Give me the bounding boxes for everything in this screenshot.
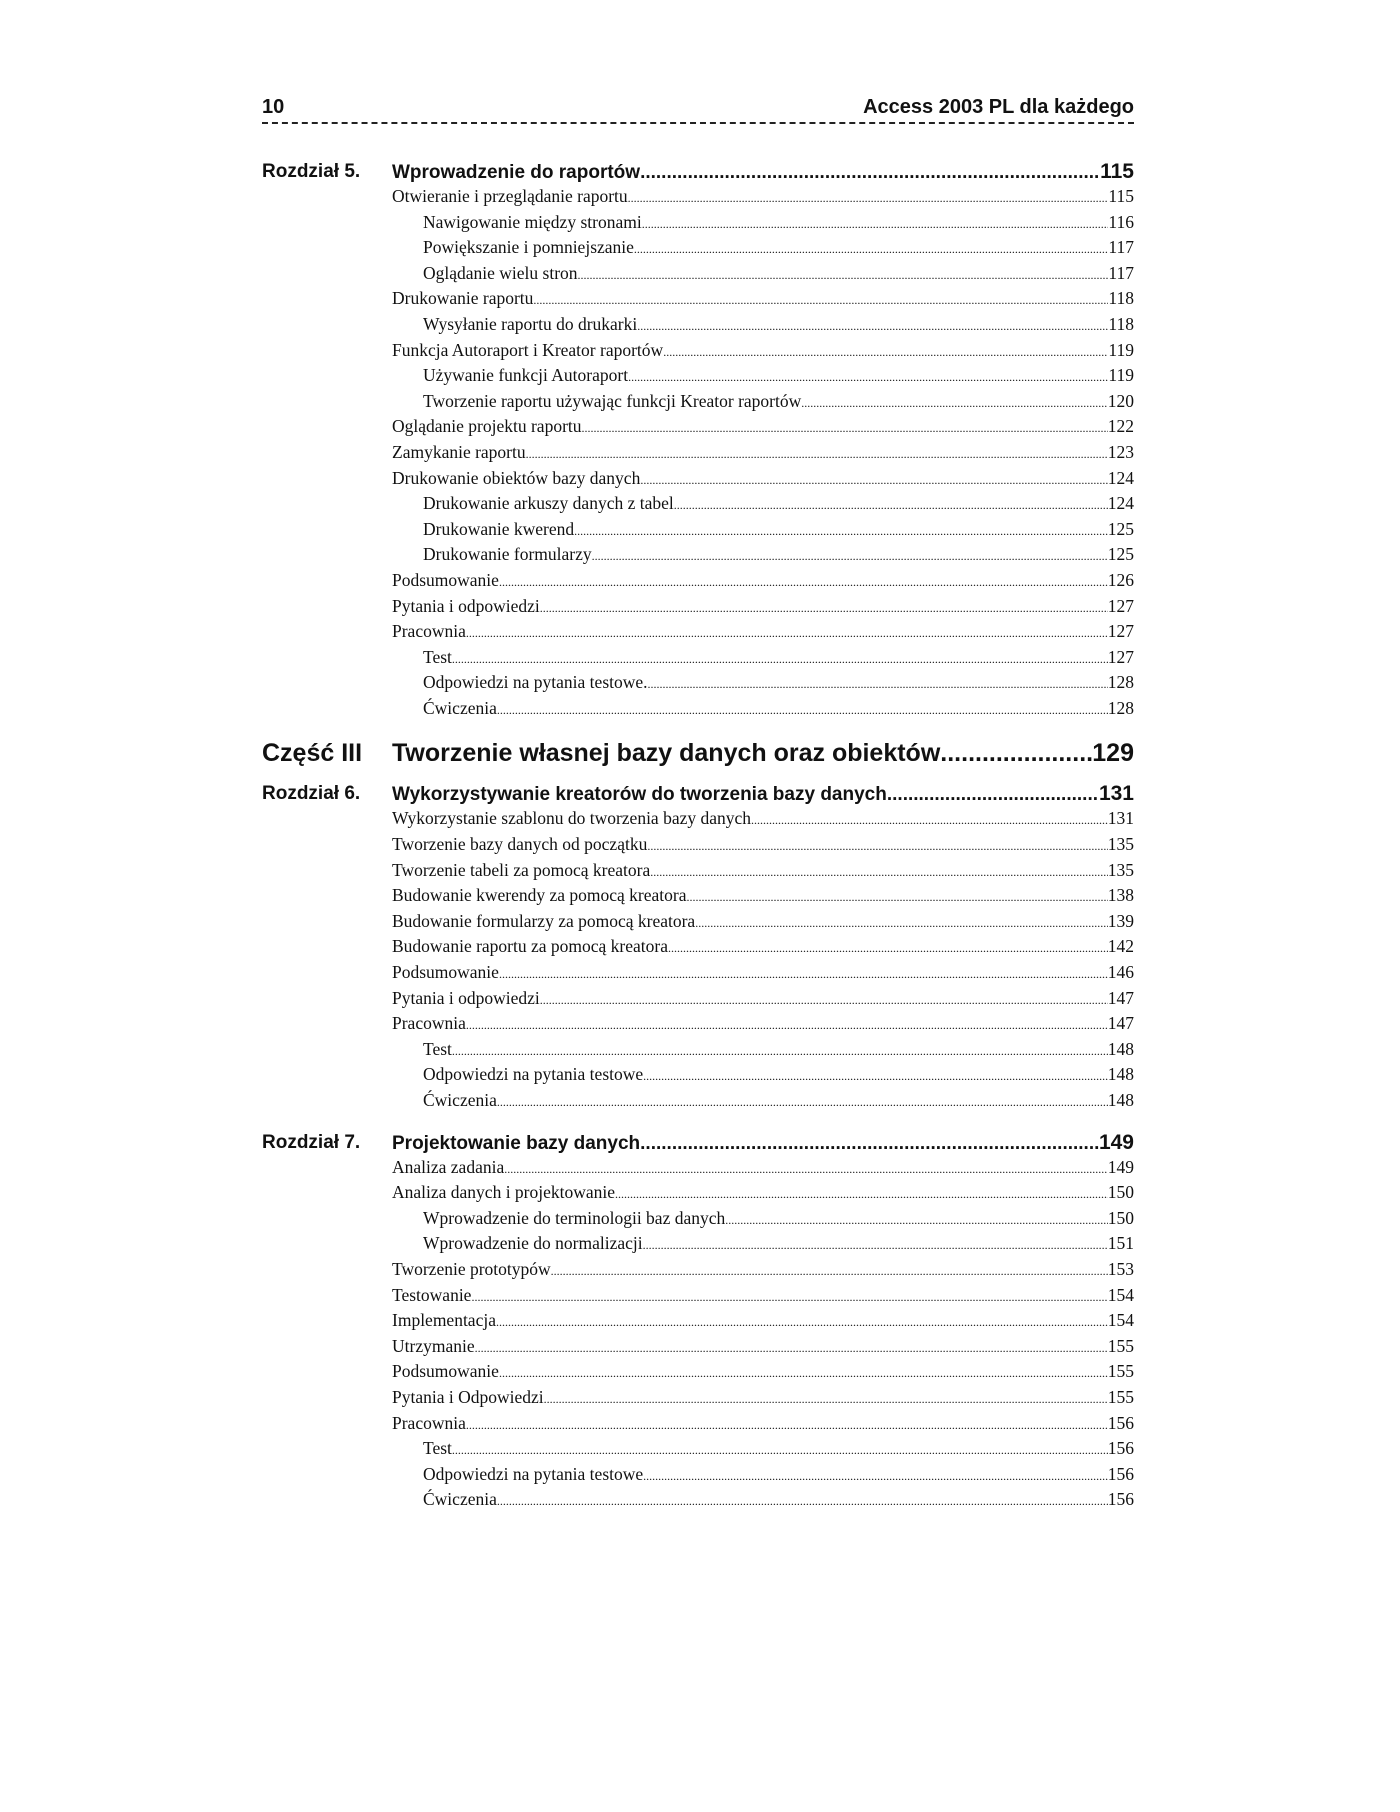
toc-subentry[interactable]: [392, 1038, 1134, 1064]
toc-subentry[interactable]: [392, 697, 1134, 723]
dot-leader: [628, 187, 1109, 211]
section-body: [392, 782, 1134, 1114]
toc-page: [262, 95, 1134, 1530]
page-ref: 127: [1107, 595, 1134, 616]
page-ref: 122: [1107, 416, 1134, 437]
toc-entry[interactable]: [392, 1258, 1134, 1284]
page-ref: 151: [1107, 1233, 1134, 1254]
page-ref: 155: [1107, 1335, 1134, 1356]
dot-leader: [582, 417, 1108, 441]
toc-entry[interactable]: [392, 910, 1134, 936]
entry-text: Drukowanie kwerend: [423, 518, 575, 539]
entry-text: Pytania i odpowiedzi: [392, 987, 540, 1008]
section-body: [392, 160, 1134, 722]
entry-text: Ćwiczenia: [423, 1090, 497, 1110]
page-ref: 115: [1108, 186, 1134, 206]
page-ref: 153: [1107, 1258, 1134, 1279]
toc-entry[interactable]: [392, 287, 1134, 313]
dot-leader: [751, 809, 1108, 833]
dot-leader: [634, 238, 1108, 262]
dot-leader: [648, 673, 1108, 697]
chapter-label: Rozdział 7.: [262, 1131, 361, 1153]
page-ref: 126: [1107, 569, 1134, 590]
toc-subentry[interactable]: [392, 313, 1134, 339]
toc-entry[interactable]: [392, 961, 1134, 987]
title-text: Wykorzystywanie kreatorów do tworzenia bazy danych: [392, 784, 887, 806]
page-ref: 154: [1107, 1284, 1134, 1305]
page-ref: 135: [1107, 859, 1134, 880]
dot-leader: [686, 886, 1107, 910]
dot-leader: [499, 571, 1108, 595]
page-ref: 155: [1107, 1386, 1134, 1407]
page-ref: 156: [1107, 1412, 1134, 1433]
toc-entry[interactable]: [392, 1386, 1134, 1412]
page-ref: 139: [1107, 910, 1134, 931]
page-ref: 154: [1107, 1310, 1134, 1331]
dot-leader: [466, 1414, 1108, 1438]
dot-leader: [643, 1465, 1108, 1489]
toc-entry[interactable]: [392, 415, 1134, 441]
toc-entry[interactable]: [392, 987, 1134, 1013]
entry-text: Oglądanie projektu raportu: [392, 416, 582, 437]
page-ref: 149: [1098, 1130, 1134, 1154]
page-ref: 147: [1107, 987, 1134, 1008]
toc-subentry[interactable]: [392, 1089, 1134, 1115]
dot-leader: [640, 1132, 1099, 1156]
dot-leader: [674, 494, 1108, 518]
chapter-title-row[interactable]: [392, 1131, 1134, 1156]
entry-text: Drukowanie arkuszy danych z tabel: [423, 493, 674, 514]
dot-leader: [801, 392, 1107, 416]
dot-leader: [533, 289, 1108, 313]
page-ref: 119: [1108, 339, 1134, 360]
part-title-row[interactable]: [392, 738, 1134, 768]
entry-text: Pytania i odpowiedzi: [392, 595, 540, 616]
chapter-label: Rozdział 6.: [262, 783, 361, 805]
toc-subentry[interactable]: [392, 646, 1134, 672]
entry-text: Wprowadzenie do terminologii baz danych: [423, 1207, 726, 1228]
page-ref: 129: [1092, 739, 1134, 768]
part-block: [262, 738, 1134, 768]
entry-text: Testowanie: [392, 1284, 472, 1305]
toc-entry[interactable]: [392, 807, 1134, 833]
entry-text: Implementacja: [392, 1310, 496, 1331]
dot-leader: [725, 1209, 1107, 1233]
dot-leader: [544, 1388, 1108, 1412]
entry-text: Ćwiczenia: [423, 697, 497, 718]
chapter-block: [262, 1131, 1134, 1514]
page-ref: 156: [1107, 1463, 1134, 1484]
page-ref: 148: [1107, 1038, 1134, 1059]
entry-text: Zamykanie raportu: [392, 441, 526, 462]
dot-leader: [578, 264, 1109, 288]
page-ref: 131: [1107, 808, 1134, 829]
page-number: 10: [262, 96, 285, 118]
entry-text: Budowanie kwerendy za pomocą kreatora: [392, 885, 687, 906]
page-ref: 125: [1107, 518, 1134, 539]
entry-text: Funkcja Autoraport i Kreator raportów: [392, 339, 664, 360]
toc-entry[interactable]: [392, 441, 1134, 467]
page-ref: 116: [1108, 211, 1134, 232]
entry-text: Tworzenie raportu używając funkcji Kreator raportów: [423, 390, 802, 411]
dot-leader: [551, 1260, 1108, 1284]
entry-text: Odpowiedzi na pytania testowe: [423, 1463, 644, 1484]
dot-leader: [637, 315, 1108, 339]
toc-entry[interactable]: [392, 569, 1134, 595]
dot-leader: [574, 520, 1108, 544]
chapter-title-row[interactable]: [392, 782, 1134, 807]
toc-subentry[interactable]: [392, 236, 1134, 262]
entry-text: Wysyłanie raportu do drukarki: [423, 313, 638, 334]
entry-text: Odpowiedzi na pytania testowe: [423, 1064, 644, 1085]
dot-leader: [497, 1490, 1108, 1514]
entry-text: Nawigowanie między stronami: [423, 211, 642, 232]
toc-entry[interactable]: [392, 833, 1134, 859]
entry-text: Wykorzystanie szablonu do tworzenia bazy danych: [392, 808, 752, 829]
title-text: Wprowadzenie do raportów: [392, 162, 641, 183]
dot-leader: [643, 1234, 1108, 1258]
toc-subentry[interactable]: [392, 1463, 1134, 1489]
dot-leader: [650, 861, 1108, 885]
entry-text: Tworzenie prototypów: [392, 1258, 551, 1279]
page-ref: 125: [1107, 544, 1134, 565]
toc-entry[interactable]: [392, 859, 1134, 885]
toc-entry[interactable]: [392, 1309, 1134, 1335]
page-ref: 123: [1107, 441, 1134, 462]
dot-leader: [499, 1362, 1108, 1386]
entry-text: Pytania i Odpowiedzi: [392, 1386, 544, 1407]
toc-entry[interactable]: [392, 935, 1134, 961]
page-ref: 119: [1108, 365, 1134, 386]
entry-text: Podsumowanie: [392, 962, 499, 983]
toc-subentry[interactable]: [392, 1207, 1134, 1233]
page-ref: 117: [1108, 262, 1134, 283]
entry-text: Powiększanie i pomniejszanie: [423, 237, 634, 258]
toc-subentry[interactable]: [392, 1437, 1134, 1463]
page-ref: 131: [1098, 782, 1134, 806]
toc-subentry[interactable]: [392, 390, 1134, 416]
chapter-block: [262, 160, 1134, 722]
page-ref: 127: [1107, 646, 1134, 667]
entry-text: Drukowanie formularzy: [423, 544, 592, 565]
dot-leader: [540, 597, 1108, 621]
entry-text: Używanie funkcji Autoraport: [423, 365, 629, 386]
entry-text: Analiza danych i projektowanie: [392, 1182, 616, 1203]
page-ref: 124: [1107, 493, 1134, 514]
chapter-block: [262, 782, 1134, 1114]
toc-subentry[interactable]: [392, 671, 1134, 697]
entry-text: Analiza zadania: [392, 1156, 505, 1177]
page-ref: 120: [1107, 390, 1134, 411]
entry-text: Test: [423, 1438, 452, 1459]
toc-subentry[interactable]: [392, 492, 1134, 518]
dot-leader: [628, 366, 1108, 390]
toc-subentry[interactable]: [392, 1488, 1134, 1514]
toc-entry[interactable]: [392, 467, 1134, 493]
toc-entry[interactable]: [392, 1335, 1134, 1361]
toc-entry[interactable]: [392, 1360, 1134, 1386]
page-ref: 147: [1107, 1013, 1134, 1034]
chapter-title-row[interactable]: [392, 160, 1134, 185]
page-ref: 128: [1107, 672, 1134, 693]
entry-text: Pracownia: [392, 1412, 466, 1433]
dot-leader: [497, 699, 1108, 723]
dot-leader: [695, 912, 1108, 936]
entry-text: Pracownia: [392, 621, 466, 642]
dot-leader: [497, 1091, 1108, 1115]
entry-text: Otwieranie i przeglądanie raportu: [392, 186, 628, 206]
toc-entry[interactable]: [392, 1156, 1134, 1182]
dot-leader: [887, 783, 1099, 807]
toc-subentry[interactable]: [392, 518, 1134, 544]
page-ref: 135: [1107, 834, 1134, 855]
entry-text: Utrzymanie: [392, 1335, 475, 1356]
section-body: [392, 1131, 1134, 1514]
page-ref: 149: [1107, 1156, 1134, 1177]
part-label: Część III: [262, 739, 363, 768]
entry-text: Odpowiedzi na pytania testowe.: [423, 672, 648, 693]
dot-leader: [640, 469, 1107, 493]
page-ref: 118: [1108, 288, 1134, 309]
toc-entry[interactable]: [392, 595, 1134, 621]
dot-leader: [668, 937, 1108, 961]
toc-subentry[interactable]: [392, 543, 1134, 569]
entry-text: Budowanie formularzy za pomocą kreatora: [392, 910, 696, 931]
title-text: Projektowanie bazy danych: [392, 1132, 641, 1154]
toc-subentry[interactable]: [392, 211, 1134, 237]
entry-text: Tworzenie tabeli za pomocą kreatora: [392, 859, 651, 880]
dot-leader: [663, 341, 1108, 365]
page-ref: 115: [1100, 160, 1134, 183]
dot-leader: [526, 443, 1108, 467]
dot-leader: [647, 835, 1107, 859]
dot-leader: [640, 161, 1100, 185]
section-body: [392, 738, 1134, 768]
page-ref: 148: [1107, 1064, 1134, 1085]
toc-entry[interactable]: [392, 1284, 1134, 1310]
running-header: [262, 95, 1134, 124]
dot-leader: [466, 622, 1108, 646]
dot-leader: [592, 545, 1108, 569]
toc-entry[interactable]: [392, 1412, 1134, 1438]
dot-leader: [466, 1014, 1108, 1038]
dot-leader: [643, 1065, 1108, 1089]
page-ref: 155: [1107, 1361, 1134, 1382]
entry-text: Podsumowanie: [392, 1361, 499, 1382]
page-ref: 148: [1107, 1090, 1134, 1110]
table-of-contents: [262, 160, 1134, 1514]
dot-leader: [471, 1286, 1107, 1310]
page-ref: 142: [1107, 936, 1134, 957]
title-text: Tworzenie własnej bazy danych oraz obiektów: [392, 739, 941, 768]
page-ref: 118: [1108, 313, 1134, 334]
page-ref: 150: [1107, 1182, 1134, 1203]
dot-leader: [475, 1337, 1108, 1361]
entry-text: Test: [423, 646, 452, 667]
toc-subentry[interactable]: [392, 1232, 1134, 1258]
page-ref: 156: [1107, 1489, 1134, 1510]
entry-text: Ćwiczenia: [423, 1489, 497, 1510]
toc-subentry[interactable]: [392, 364, 1134, 390]
entry-text: Drukowanie raportu: [392, 288, 534, 309]
toc-subentry[interactable]: [392, 262, 1134, 288]
page-ref: 138: [1107, 885, 1134, 906]
dot-leader: [499, 963, 1108, 987]
page-ref: 150: [1107, 1207, 1134, 1228]
dot-leader: [642, 213, 1109, 237]
page-ref: 117: [1108, 237, 1134, 258]
toc-entry[interactable]: [392, 884, 1134, 910]
dot-leader: [452, 1439, 1108, 1463]
entry-text: Test: [423, 1038, 452, 1059]
dot-leader: [540, 989, 1108, 1013]
dot-leader: [615, 1183, 1108, 1207]
toc-entry[interactable]: [392, 185, 1134, 211]
entry-text: Budowanie raportu za pomocą kreatora: [392, 936, 668, 957]
page-ref: 156: [1107, 1438, 1134, 1459]
entry-text: Pracownia: [392, 1013, 466, 1034]
toc-subentry[interactable]: [392, 1063, 1134, 1089]
toc-entry[interactable]: [392, 620, 1134, 646]
dot-leader: [496, 1311, 1108, 1335]
page-ref: 124: [1107, 467, 1134, 488]
entry-text: Tworzenie bazy danych od początku: [392, 834, 648, 855]
dot-leader: [940, 738, 1092, 768]
entry-text: Drukowanie obiektów bazy danych: [392, 467, 641, 488]
chapter-label: Rozdział 5.: [262, 161, 361, 182]
page-ref: 127: [1107, 621, 1134, 642]
page-ref: 146: [1107, 962, 1134, 983]
toc-entry[interactable]: [392, 1181, 1134, 1207]
toc-entry[interactable]: [392, 1012, 1134, 1038]
entry-text: Oglądanie wielu stron: [423, 262, 578, 283]
page-ref: 128: [1107, 697, 1134, 718]
entry-text: Wprowadzenie do normalizacji: [423, 1233, 643, 1254]
book-title: Access 2003 PL dla każdego: [863, 96, 1134, 118]
dot-leader: [452, 1040, 1108, 1064]
toc-entry[interactable]: [392, 339, 1134, 365]
dot-leader: [452, 648, 1108, 672]
dot-leader: [504, 1158, 1108, 1182]
entry-text: Podsumowanie: [392, 569, 499, 590]
